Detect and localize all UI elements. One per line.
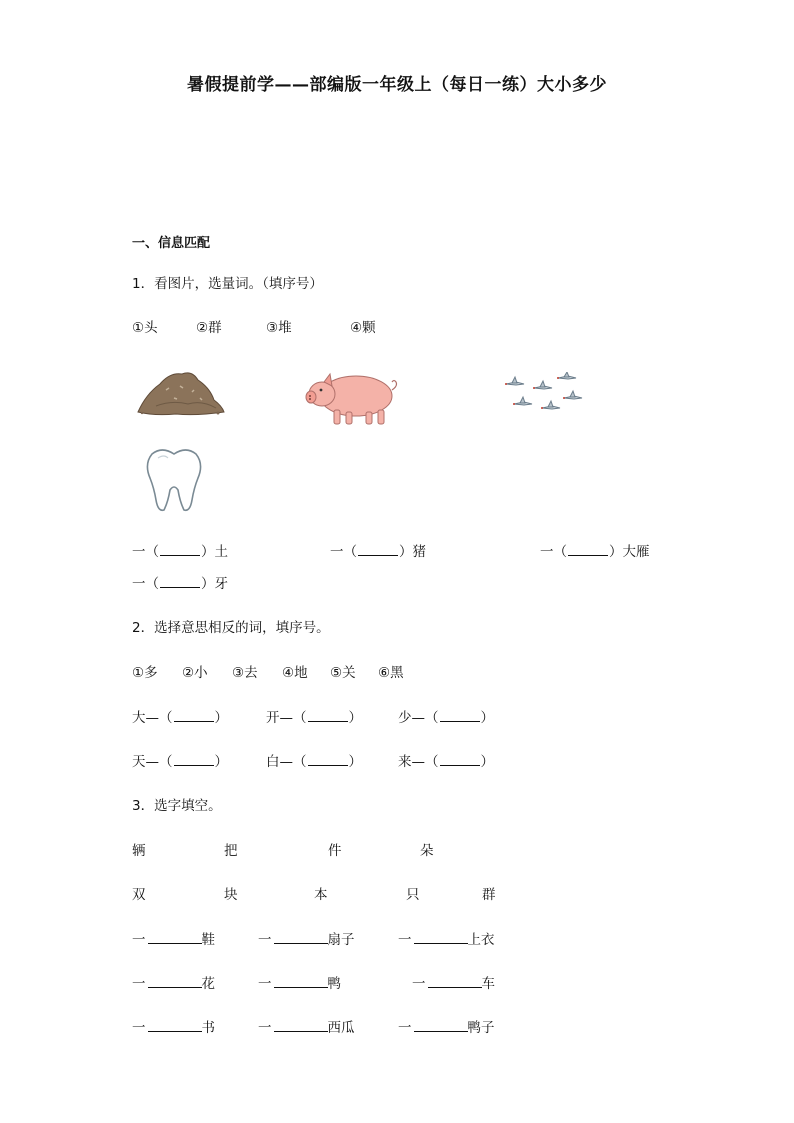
soil-pile-image: [136, 366, 228, 418]
tooth-image: [144, 446, 204, 514]
answer-line[interactable]: [414, 931, 468, 944]
q3-char-option: 件: [328, 843, 342, 859]
answer-line[interactable]: [428, 975, 482, 988]
answer-blank[interactable]: [174, 709, 214, 722]
q2-fill-item: 少—（ ）: [398, 710, 494, 726]
q3-fill-item: 一 鸭子: [398, 1020, 495, 1036]
q2-fill-item: 天—（ ）: [132, 754, 228, 770]
section-heading: 一、信息匹配: [132, 236, 211, 251]
page-title: 暑假提前学——部编版一年级上（每日一练）大小多少: [187, 75, 607, 95]
answer-blank[interactable]: [568, 543, 608, 556]
q3-fill-item: 一 书: [132, 1020, 215, 1036]
answer-blank[interactable]: [358, 543, 398, 556]
q3-char-option: 只: [406, 887, 420, 903]
q3-char-option: 辆: [132, 843, 146, 859]
question-2-prompt: 2．选择意思相反的词，填序号。: [132, 620, 330, 636]
q3-fill-item: 一 车: [412, 976, 495, 992]
q2-option: ⑤关: [330, 665, 356, 681]
q3-char-option: 朵: [420, 843, 434, 859]
q2-fill-item: 开—（ ）: [266, 710, 362, 726]
answer-blank[interactable]: [440, 753, 480, 766]
q3-fill-item: 一 扇子: [258, 932, 355, 948]
answer-line[interactable]: [274, 1019, 328, 1032]
q1-fill-item: 一（ ）猪: [330, 544, 426, 560]
q1-option: ④颗: [350, 320, 376, 336]
answer-blank[interactable]: [160, 575, 200, 588]
answer-line[interactable]: [148, 975, 202, 988]
q2-fill-item: 来—（ ）: [398, 754, 494, 770]
answer-line[interactable]: [148, 1019, 202, 1032]
answer-line[interactable]: [274, 931, 328, 944]
q1-fill-item: 一（ ）大雁: [540, 544, 650, 560]
pig-image: [304, 366, 404, 430]
answer-blank[interactable]: [174, 753, 214, 766]
q1-fill-item: 一（ ）牙: [132, 576, 228, 592]
q1-option: ③堆: [266, 320, 292, 336]
q1-fill-item: 一（ ）土: [132, 544, 228, 560]
answer-blank[interactable]: [308, 753, 348, 766]
q3-fill-item: 一 西瓜: [258, 1020, 355, 1036]
flock-of-geese-image: [500, 372, 592, 418]
q3-fill-item: 一 鞋: [132, 932, 215, 948]
q2-option: ①多: [132, 665, 158, 681]
answer-line[interactable]: [148, 931, 202, 944]
answer-blank[interactable]: [160, 543, 200, 556]
q3-char-option: 把: [224, 843, 238, 859]
question-1-prompt: 1．看图片，选量词。（填序号）: [132, 276, 323, 292]
q3-char-option: 本: [314, 887, 328, 903]
q1-option: ①头: [132, 320, 158, 336]
answer-blank[interactable]: [308, 709, 348, 722]
q3-fill-item: 一 鸭: [258, 976, 341, 992]
q3-fill-item: 一 上衣: [398, 932, 495, 948]
q2-option: ③去: [232, 665, 258, 681]
q3-char-option: 双: [132, 887, 146, 903]
q3-fill-item: 一 花: [132, 976, 215, 992]
q2-option: ②小: [182, 665, 208, 681]
answer-blank[interactable]: [440, 709, 480, 722]
answer-line[interactable]: [414, 1019, 468, 1032]
q3-char-option: 块: [224, 887, 238, 903]
q2-fill-item: 大—（ ）: [132, 710, 228, 726]
q2-option: ⑥黑: [378, 665, 404, 681]
q3-char-option: 群: [482, 887, 496, 903]
q2-fill-item: 白—（ ）: [266, 754, 362, 770]
answer-line[interactable]: [274, 975, 328, 988]
q2-option: ④地: [282, 665, 308, 681]
q1-option: ②群: [196, 320, 222, 336]
question-3-prompt: 3．选字填空。: [132, 798, 222, 814]
